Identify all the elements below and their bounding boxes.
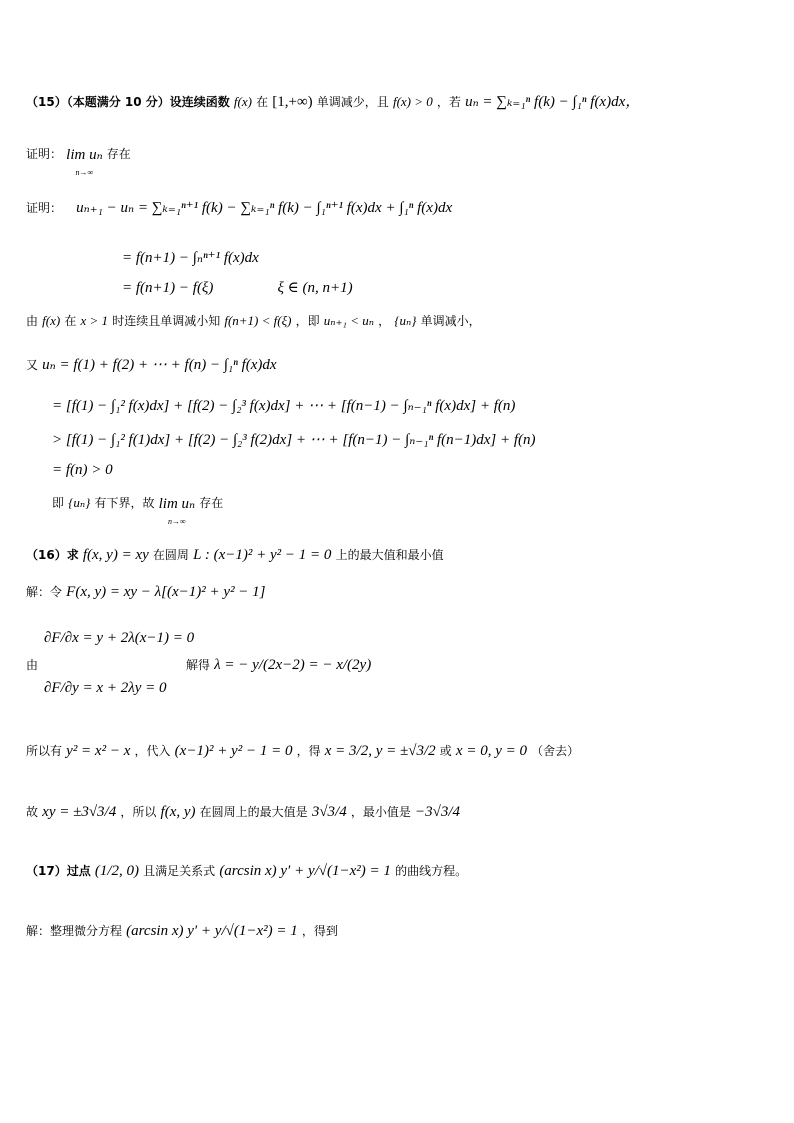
again-line-1 <box>26 355 277 374</box>
text: ，得到 <box>301 924 338 938</box>
solve-label: 解得 <box>186 658 211 672</box>
math-positive: f(x) > 0 <box>392 94 433 109</box>
math-un-definition: uₙ = ∑ₖ₌₁ⁿ f(k) − ∫₁ⁿ f(x)dx， <box>465 94 641 110</box>
text: ，代入 <box>134 744 171 758</box>
text: 的曲线方程。 <box>395 864 468 878</box>
math-partial-x: ∂F/∂x = y + 2λ(x−1) = 0 <box>44 630 195 646</box>
math-sequence: {uₙ} <box>68 495 91 510</box>
math-ode: (arcsin x) y′ + y/√(1−x²) = 1 <box>219 863 391 879</box>
text: 在圆周上的最大值是 <box>199 805 308 819</box>
math-difference: uₙ₊₁ − uₙ = ∑ₖ₌₁ⁿ⁺¹ f(k) − ∑ₖ₌₁ⁿ f(k) − ∫₁ⁿ⁺¹ f(x)dx + ∫₁ⁿ f(x)dx <box>76 200 453 216</box>
problem-17-header: （17）过点 <box>26 864 91 878</box>
math-lambda: λ = − y/(2x−2) = − x/(2y) <box>214 657 372 673</box>
text: ，若 <box>436 95 461 109</box>
proof-conclusion <box>52 494 223 528</box>
again-line-4 <box>52 462 113 479</box>
text: 在圆周 <box>152 548 189 562</box>
problem-16-result <box>26 803 460 821</box>
math-point: (1/2, 0) <box>94 863 140 879</box>
solution-label: 解：整理微分方程 <box>26 924 123 938</box>
math-limit: lim uₙ <box>66 147 103 163</box>
math-limit: lim uₙ <box>158 496 196 512</box>
math-inequality: f(n+1) < f(ξ) <box>224 313 292 328</box>
text: 在 <box>256 95 269 109</box>
text: 即 <box>52 496 65 510</box>
math-max: 3√3/4 <box>311 804 347 820</box>
text: （舍去） <box>531 744 580 758</box>
text: ， <box>378 314 391 328</box>
by-label-row <box>26 656 38 673</box>
problem-16-statement <box>26 546 444 564</box>
math-fx: f(x) <box>42 313 61 328</box>
math-ode: (arcsin x) y′ + y/√(1−x²) = 1 <box>126 923 298 939</box>
text: 上的最大值和最小值 <box>335 548 444 562</box>
solution-label: 解：令 <box>26 585 63 599</box>
text: 由 <box>26 314 39 328</box>
math-step-2: = f(n+1) − ∫ₙⁿ⁺¹ f(x)dx <box>122 250 259 266</box>
math-sequence: {uₙ} <box>394 313 417 328</box>
text: 所以有 <box>26 744 63 758</box>
proof-line-1 <box>26 198 452 217</box>
text: 或 <box>439 744 452 758</box>
problem-15-statement <box>26 90 640 111</box>
math-positive-result: = f(n) > 0 <box>52 462 113 478</box>
text: 存在 <box>106 147 131 161</box>
text: 且满足关系式 <box>143 864 216 878</box>
again-label: 又 <box>26 358 39 372</box>
text: 单调减少，且 <box>316 95 389 109</box>
math-un-decrease: uₙ₊₁ < uₙ <box>323 313 374 328</box>
proof-reasoning <box>26 312 481 329</box>
problem-16-header: （16）求 <box>26 548 79 562</box>
math-step-3: = f(n+1) − f(ξ) <box>122 280 214 296</box>
math-limit-sub: n→∞ <box>75 168 94 177</box>
math-min: −3√3/4 <box>415 804 461 820</box>
math-un-expanded: uₙ = f(1) + f(2) + ⋯ + f(n) − ∫₁ⁿ f(x)dx <box>42 357 277 373</box>
again-line-3 <box>52 430 536 449</box>
math-lower-bound: > [f(1) − ∫₁² f(1)dx] + [f(2) − ∫₂³ f(2)dx] + ⋯ + [f(n−1) − ∫ₙ₋₁ⁿ f(n−1)dx] + f(n) <box>52 432 536 448</box>
text: ，得 <box>296 744 321 758</box>
problem-16-lagrange <box>26 583 266 601</box>
problem-17-statement <box>26 862 467 880</box>
equation-1 <box>44 630 194 647</box>
problem-16-solutions <box>26 742 579 760</box>
again-line-2 <box>52 396 515 415</box>
math-solution-2: x = 0, y = 0 <box>455 743 527 759</box>
proof-line-2 <box>122 248 259 267</box>
math-relation: y² = x² − x <box>66 743 131 759</box>
math-solution: x = 3/2, y = ±√3/2 <box>324 743 436 759</box>
math-fx: f(x) <box>233 94 252 109</box>
problem-15-header: （15）（本题满分 10 分）设连续函数 <box>26 95 230 109</box>
prove-label: 证明： <box>26 147 63 161</box>
proof-label: 证明： <box>26 201 63 215</box>
math-fxy: f(x, y) = xy <box>82 547 149 563</box>
problem-17-solution <box>26 922 338 940</box>
equation-2 <box>44 680 167 697</box>
math-interval: [1,+∞) <box>272 94 313 110</box>
proof-line-3 <box>122 278 353 297</box>
text: 故 <box>26 805 39 819</box>
math-circle-eq: (x−1)² + y² − 1 = 0 <box>174 743 293 759</box>
math-grouped: = [f(1) − ∫₁² f(x)dx] + [f(2) − ∫₂³ f(x)dx] + ⋯ + [f(n−1) − ∫ₙ₋₁ⁿ f(x)dx] + f(n) <box>52 398 516 414</box>
problem-15-prove <box>26 145 131 179</box>
math-condition: x > 1 <box>80 313 109 328</box>
text: ，即 <box>295 314 320 328</box>
solve-row <box>186 656 371 674</box>
math-fxy: f(x, y) <box>160 804 196 820</box>
math-circle: L : (x−1)² + y² − 1 = 0 <box>193 547 332 563</box>
text: ，所以 <box>120 805 157 819</box>
text: 在 <box>64 314 77 328</box>
math-xi-range: ξ ∈ (n, n+1) <box>277 280 353 296</box>
by-label: 由 <box>26 658 39 672</box>
math-partial-y: ∂F/∂y = x + 2λy = 0 <box>44 680 167 696</box>
math-lagrange: F(x, y) = xy − λ[(x−1)² + y² − 1] <box>66 584 266 600</box>
text: 时连续且单调减小知 <box>112 314 221 328</box>
math-limit-sub: n→∞ <box>168 517 186 526</box>
math-xy-value: xy = ±3√3/4 <box>42 804 117 820</box>
text: ，最小值是 <box>350 805 411 819</box>
text: 单调减小， <box>420 314 481 328</box>
text: 有下界，故 <box>94 496 155 510</box>
text: 存在 <box>199 496 224 510</box>
